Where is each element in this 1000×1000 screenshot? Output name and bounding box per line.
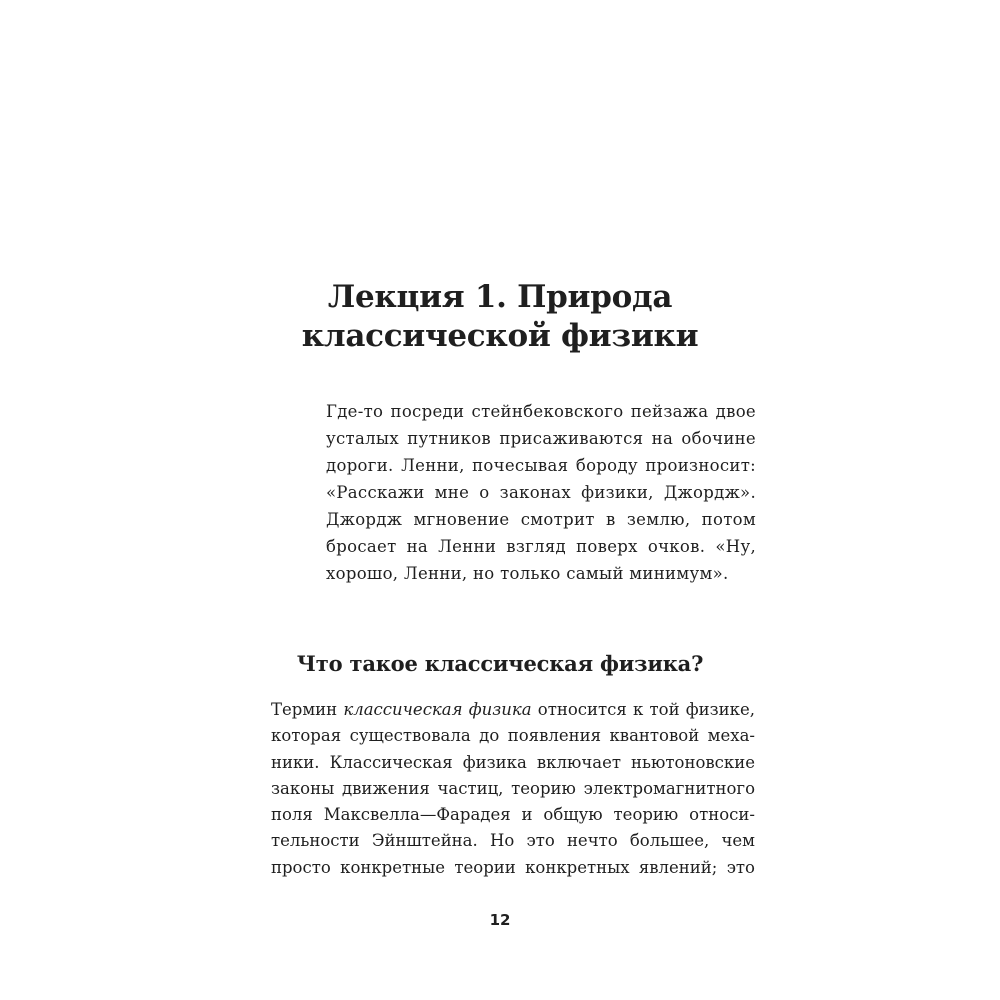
epigraph-line: усталых путников присаживаются на обочине — [326, 429, 756, 448]
term-italic: классическая физика — [343, 700, 532, 719]
body-line: законы движения частиц, теорию электромагнитного — [271, 778, 755, 798]
body-line: которая существовала до появления квантовой меха- — [271, 726, 755, 746]
body-line: просто конкретные теории конкретных явлений; это — [271, 857, 755, 877]
body-line — [271, 697, 755, 723]
chapter-title — [0, 278, 1000, 356]
chapter-title-line: классической физики — [301, 318, 699, 354]
epigraph-line: хорошо, Ленни, но только самый минимум». — [326, 564, 729, 583]
epigraph-line: «Расскажи мне о законах физики, Джордж». — [326, 483, 756, 502]
epigraph-line: дороги. Ленни, почесывая бороду произносит: — [326, 456, 756, 475]
epigraph — [326, 398, 756, 587]
chapter-title-line: Лекция 1. Природа — [327, 279, 673, 315]
body-paragraph — [271, 697, 755, 881]
section-title: Что такое классическая физика? — [296, 651, 704, 676]
page-number: 12 — [489, 911, 511, 929]
epigraph-line: Где-то посреди стейнбековского пейзажа двое — [326, 402, 756, 421]
body-line-text: относится к той физике, — [531, 700, 756, 719]
body-line-text: Термин — [271, 700, 344, 719]
body-line: тельности Эйнштейна. Но это нечто большее, чем — [271, 831, 755, 851]
body-line: поля Максвелла—Фарадея и общую теорию относи- — [271, 805, 755, 825]
body-line: ники. Классическая физика включает ньютоновские — [271, 752, 755, 772]
epigraph-line: бросает на Ленни взгляд поверх очков. «Ну, — [326, 537, 756, 556]
epigraph-line: Джордж мгновение смотрит в землю, потом — [326, 510, 756, 529]
